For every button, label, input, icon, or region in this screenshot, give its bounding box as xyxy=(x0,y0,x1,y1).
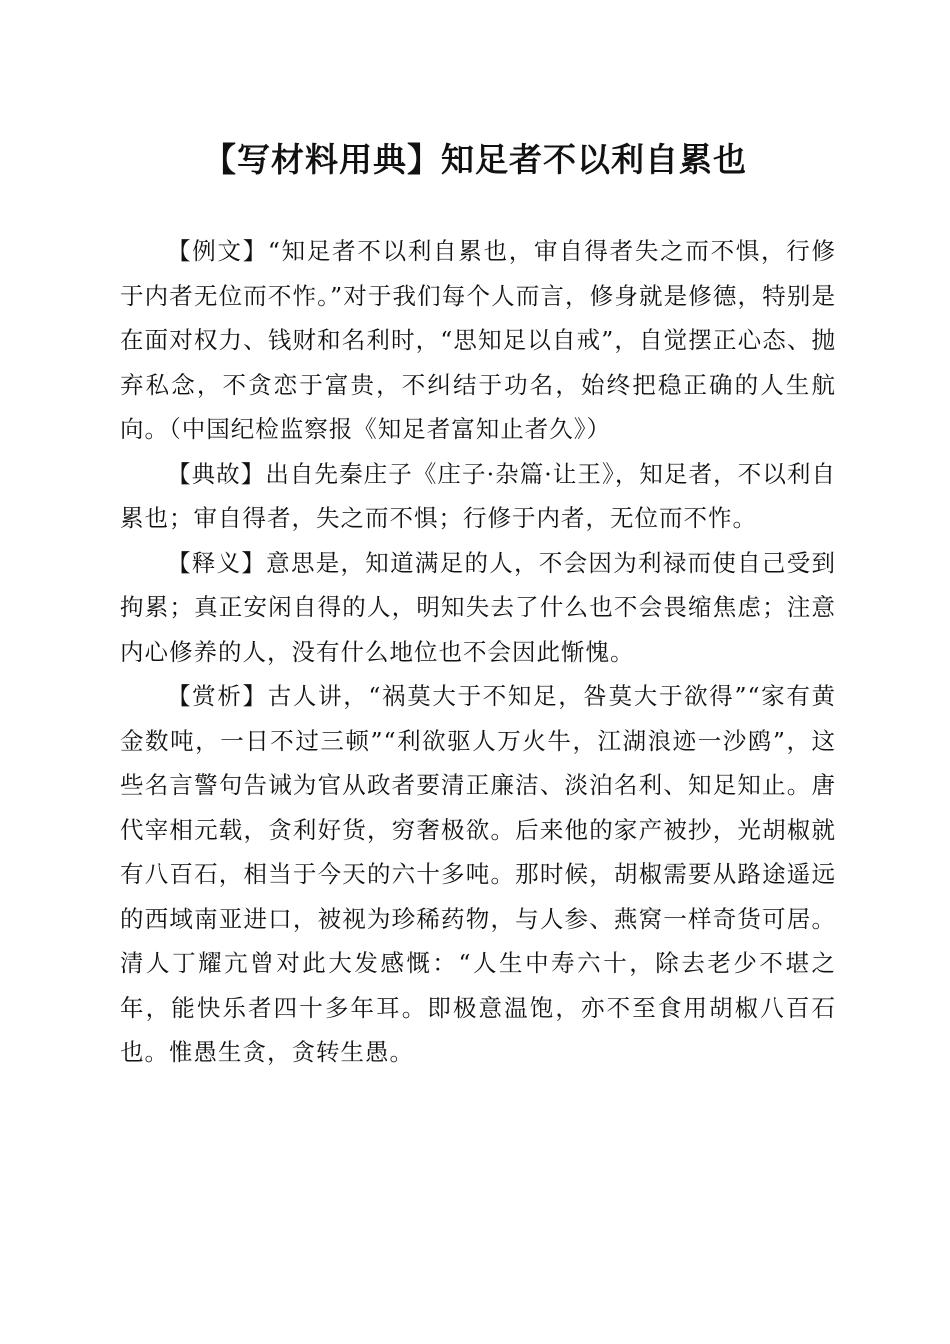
paragraph-meaning xyxy=(120,541,836,675)
paragraph-example xyxy=(120,229,836,452)
paragraph-appreciation xyxy=(120,674,836,1075)
paragraph-text: “知足者不以利自累也，审自得者失之而不惧，行修于内者无位而不怍。”对于我们每个人而言，修身就是修德，特别是在面对权力、钱财和名利时，“思知足以自戒”，自觉摆正心态、抛弃私念，不贪恋于富贵，不纠结于功名，始终把稳正确的人生航向。（中国纪检监察报《知足者富知止者久》） xyxy=(120,237,836,443)
paragraph-tag: 【赏析】 xyxy=(167,682,268,710)
paragraph-allusion xyxy=(120,452,836,541)
page-title: 【写材料用典】知足者不以利自累也 xyxy=(203,140,747,179)
paragraph-tag: 【释义】 xyxy=(167,548,267,577)
paragraph-tag: 【典故】 xyxy=(167,459,266,488)
paragraph-text: 出自先秦庄子《庄子·杂篇·让王》，知足者，不以利自累也；审自得者，失之而不惧；行修于内者，无位而不怍。 xyxy=(120,459,836,532)
document-body xyxy=(120,229,836,1075)
paragraph-text: 意思是，知道满足的人，不会因为利禄而使自己受到拘累；真正安闲自得的人，明知失去了什么也不会畏缩焦虑；注意内心修养的人，没有什么地位也不会因此惭愧。 xyxy=(120,548,837,666)
paragraph-text: 古人讲，“祸莫大于不知足，咎莫大于欲得”“家有黄金数吨，一日不过三顿”“利欲驱人万火牛，江湖浪迹一沙鸥”，这些名言警句告诫为官从政者要清正廉洁、淡泊名利、知足知止。唐代宰相元载，贪利好货，穷奢极欲。后来他的家产被抄，光胡椒就有八百石，相当于今天的六十多吨。那时候，胡椒需要从路途遥远的西域南亚进口，被视为珍稀药物，与人参、燕窝一样奇货可居。清人丁耀亢曾对此大发感慨：“人生中寿六十，除去老少不堪之年，能快乐者四十多年耳。即极意温饱，亦不至食用胡椒八百石也。惟愚生贪，贪转生愚。 xyxy=(120,682,836,1066)
paragraph-tag: 【例文】 xyxy=(167,237,268,265)
